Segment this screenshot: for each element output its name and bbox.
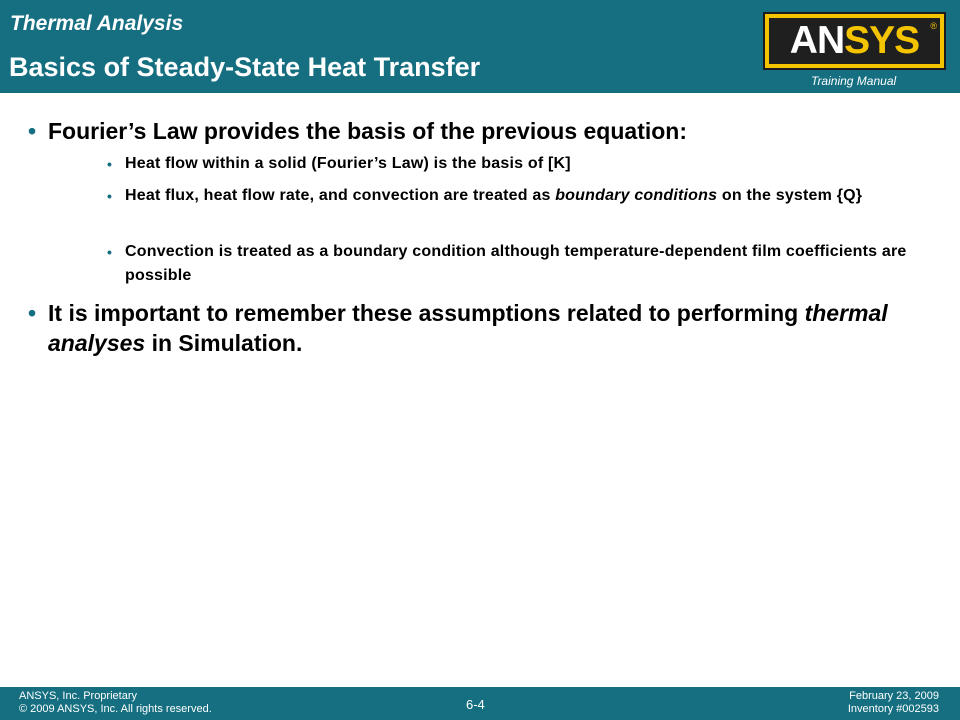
bullet-assumptions [28, 298, 938, 358]
subbullet-emphasis: boundary conditions [555, 187, 718, 204]
header-bar [0, 0, 960, 93]
subbullet-boundary-conditions [107, 184, 930, 208]
page-number: 6-4 [466, 697, 485, 712]
registered-mark: ® [930, 21, 937, 31]
logo-text-main: AN [789, 19, 845, 62]
bullet-fouriers-law [28, 116, 938, 146]
footer-bar [0, 687, 960, 720]
footer-inventory: Inventory #002593 [847, 703, 939, 715]
training-manual-label: Training Manual [811, 74, 897, 88]
slide-title: Basics of Steady-State Heat Transfer [9, 52, 481, 82]
footer-copyright [19, 690, 212, 716]
footer-date: February 23, 2009 [849, 690, 939, 702]
bullet-icon: • [28, 118, 37, 144]
subbullet-text-a: Heat flux, heat flow rate, and convection are treated as [125, 187, 556, 204]
subbullet-convection [107, 240, 930, 288]
section-title: Thermal Analysis [10, 12, 184, 35]
logo-text-accent: SYS [844, 19, 920, 62]
subbullet-text-b: on the system {Q} [717, 187, 863, 204]
bullet-text-b: in Simulation. [145, 330, 303, 356]
subbullet-text: Convection is treated as a boundary condition although temperature-dependent film coefficients are possible [125, 243, 907, 284]
bullet-icon: • [107, 156, 113, 172]
subbullet-heat-flow [107, 152, 930, 176]
bullet-text-a: It is important to remember these assumptions related to performing [48, 300, 805, 326]
bullet-icon: • [107, 188, 113, 204]
bullet-icon: • [107, 244, 113, 260]
bullet-emphasis: thermal analyses [48, 300, 888, 356]
footer-date-inventory [848, 690, 939, 716]
bullet-icon: • [28, 300, 37, 326]
bullet-text: Fourier’s Law provides the basis of the previous equation: [48, 118, 688, 144]
footer-rights: © 2009 ANSYS, Inc. All rights reserved. [19, 703, 212, 715]
logo-inner [769, 18, 940, 64]
logo-text [790, 20, 919, 62]
footer-proprietary: ANSYS, Inc. Proprietary [19, 690, 137, 702]
ansys-logo [763, 12, 946, 70]
subbullet-text: Heat flow within a solid (Fourier’s Law) is the basis of [K] [125, 155, 571, 172]
